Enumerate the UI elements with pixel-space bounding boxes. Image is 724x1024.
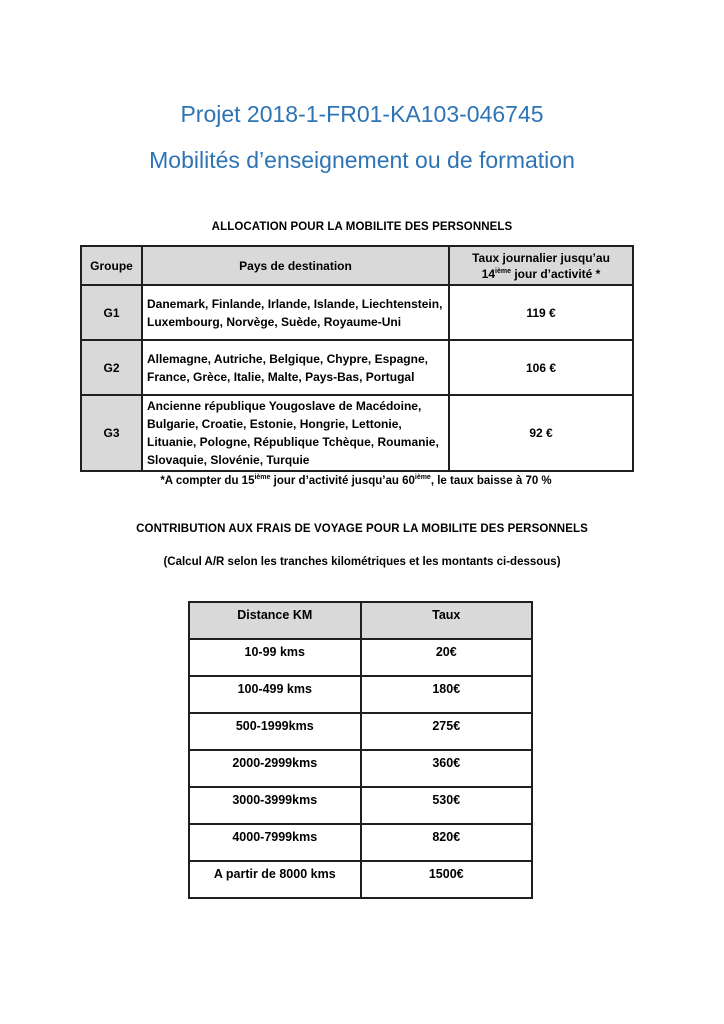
- column-header-groupe: Groupe: [81, 246, 142, 285]
- distance-cell: 500-1999kms: [189, 713, 361, 750]
- rate-cell: 180€: [361, 676, 533, 713]
- taux-header-sup: ième: [495, 267, 511, 275]
- table-row: [189, 824, 532, 861]
- allocation-section-heading: ALLOCATION POUR LA MOBILITE DES PERSONNELS: [211, 221, 513, 233]
- group-cell-g1: G1: [81, 285, 142, 340]
- footnote-sup1: ième: [254, 474, 271, 482]
- distance-cell: 4000-7999kms: [189, 824, 361, 861]
- rate-cell: 1500€: [361, 861, 533, 898]
- footnote-part1: *A compter du 15: [160, 475, 255, 487]
- table-row: [81, 395, 633, 471]
- rate-cell: 530€: [361, 787, 533, 824]
- column-header-pays: Pays de destination: [142, 246, 449, 285]
- table-row: [81, 285, 633, 340]
- rate-cell: 820€: [361, 824, 533, 861]
- travel-header-row: [189, 602, 532, 639]
- distance-cell: 2000-2999kms: [189, 750, 361, 787]
- table-row: [189, 861, 532, 898]
- distance-cell: A partir de 8000 kms: [189, 861, 361, 898]
- rate-cell: 275€: [361, 713, 533, 750]
- rate-cell-g1: 119 €: [449, 285, 633, 340]
- footnote-part3: , le taux baisse à 70 %: [430, 475, 552, 487]
- taux-header-rest: jour d’activité *: [510, 266, 601, 281]
- distance-cell: 10-99 kms: [189, 639, 361, 676]
- allocation-footnote: [80, 475, 632, 487]
- countries-cell-g3: Ancienne république Yougoslave de Macédoine, Bulgarie, Croatie, Estonie, Hongrie, Lettonie, Lituanie, Pologne, République Tchèque, Roumanie, Slovaquie, Slovénie, Turquie: [142, 395, 449, 471]
- countries-cell-g2: Allemagne, Autriche, Belgique, Chypre, Espagne, France, Grèce, Italie, Malte, Pays-Bas, Portugal: [142, 340, 449, 395]
- table-row: [189, 787, 532, 824]
- footnote-part2: jour d’activité jusqu’au 60: [270, 475, 415, 487]
- travel-section-heading: CONTRIBUTION AUX FRAIS DE VOYAGE POUR LA MOBILITE DES PERSONNELS: [136, 523, 588, 535]
- allocation-table: [80, 245, 634, 472]
- rate-cell: 20€: [361, 639, 533, 676]
- table-row: [189, 713, 532, 750]
- table-row: [81, 340, 633, 395]
- rate-cell-g3: 92 €: [449, 395, 633, 471]
- column-header-rate: Taux: [361, 602, 533, 639]
- column-header-distance: Distance KM: [189, 602, 361, 639]
- column-header-taux: [449, 246, 633, 285]
- travel-section-subheading: (Calcul A/R selon les tranches kilométriques et les montants ci-dessous): [163, 556, 561, 568]
- table-row: [189, 639, 532, 676]
- taux-header-num: 14: [481, 266, 496, 281]
- distance-cell: 3000-3999kms: [189, 787, 361, 824]
- allocation-header-row: [81, 246, 633, 285]
- project-title: Projet 2018-1-FR01-KA103-046745: [180, 101, 544, 127]
- distance-cell: 100-499 kms: [189, 676, 361, 713]
- table-row: [189, 750, 532, 787]
- group-cell-g3: G3: [81, 395, 142, 471]
- group-cell-g2: G2: [81, 340, 142, 395]
- footnote-sup2: ième: [414, 474, 431, 482]
- travel-cost-table: [188, 601, 533, 899]
- rate-cell: 360€: [361, 750, 533, 787]
- mobility-subtitle: Mobilités d’enseignement ou de formation: [149, 147, 575, 173]
- table-row: [189, 676, 532, 713]
- countries-cell-g1: Danemark, Finlande, Irlande, Islande, Liechtenstein, Luxembourg, Norvège, Suède, Royaume-Uni: [142, 285, 449, 340]
- rate-cell-g2: 106 €: [449, 340, 633, 395]
- taux-header-line1: Taux journalier jusqu’au: [472, 250, 610, 265]
